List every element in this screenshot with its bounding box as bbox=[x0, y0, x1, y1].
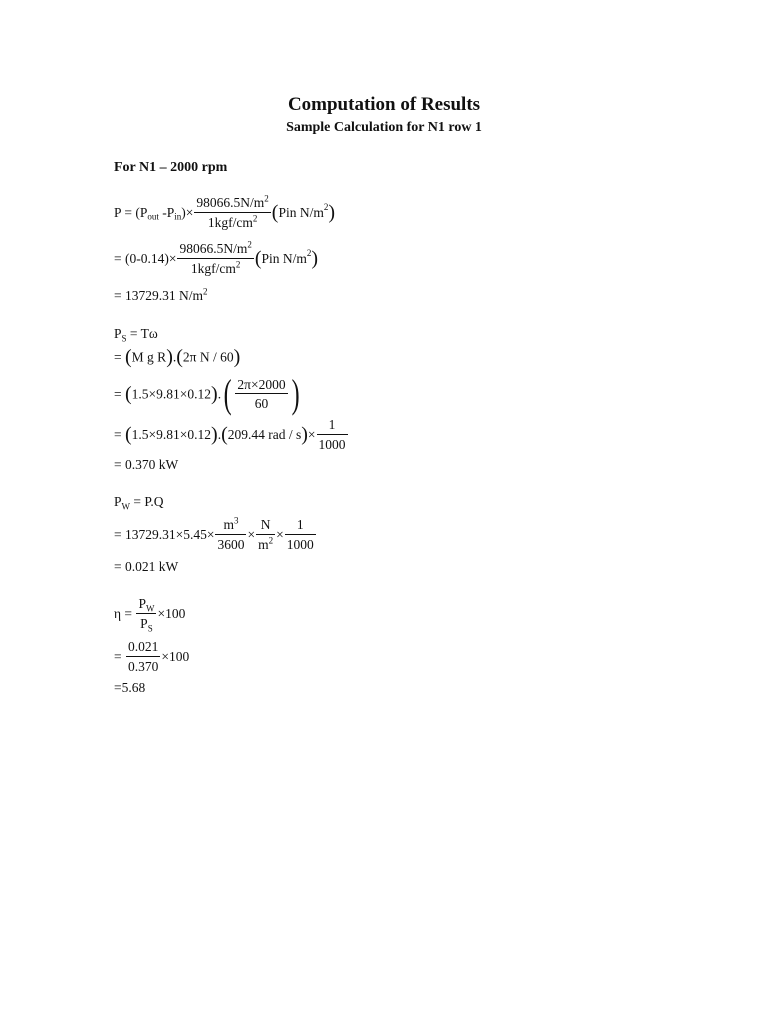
pressure-result: = 13729.31 $N/m^2$ bbox=[114, 286, 208, 303]
shaft-power-result: = 0.370 kW bbox=[114, 457, 179, 472]
shaft-power-line-2: = (1.5×9.81×0.12).( $\frac{2\pi\times 2000}{60}$ ) bbox=[114, 371, 300, 416]
efficiency-definition: η = $\frac{P_W}{P_S}$ ×100 bbox=[114, 596, 186, 634]
pressure-equation: $P = (P_{out}$ $-P_{in})\times$ $\frac{98066.5N/m^2}{1kgf/cm^2}$ (Pin $N/m^2$) bbox=[114, 193, 336, 230]
efficiency-substitution: = $\frac{0.021}{0.370}$ ×100 bbox=[114, 639, 190, 674]
water-power-result: = 0.021 kW bbox=[114, 559, 179, 574]
pressure-conversion-fraction: $\frac{98066.5N/m^2}{1kgf/cm^2}$ bbox=[196, 193, 269, 230]
shaft-power-definition: $P_S = T\omega$ bbox=[114, 326, 158, 344]
pressure-substitution: = (0-0.14)× $\frac{98066.5N/m^2}{1kgf/cm^2}$ (Pin $N/m^2$) bbox=[114, 239, 319, 276]
water-power-definition: $P_W = P.Q$ bbox=[114, 494, 164, 512]
section-heading: For N1 – 2000 rpm bbox=[114, 160, 228, 175]
shaft-power-line-1: = (M g R).(2π N / 60) bbox=[114, 346, 241, 368]
page-title: Computation of Results bbox=[287, 94, 481, 115]
shaft-power-line-3: = (1.5×9.81×0.12).(209.44 rad / s)× $\frac{1}{1000}$ bbox=[114, 417, 346, 452]
efficiency-result: =5.68 bbox=[114, 680, 146, 695]
page-subtitle: Sample Calculation for N1 row 1 bbox=[286, 120, 482, 135]
water-power-line-1: = 13729.31×5.45× $\frac{m^3}{3600}$ × $\frac{N}{m^2}$ × $\frac{1}{1000}$ bbox=[114, 515, 314, 552]
